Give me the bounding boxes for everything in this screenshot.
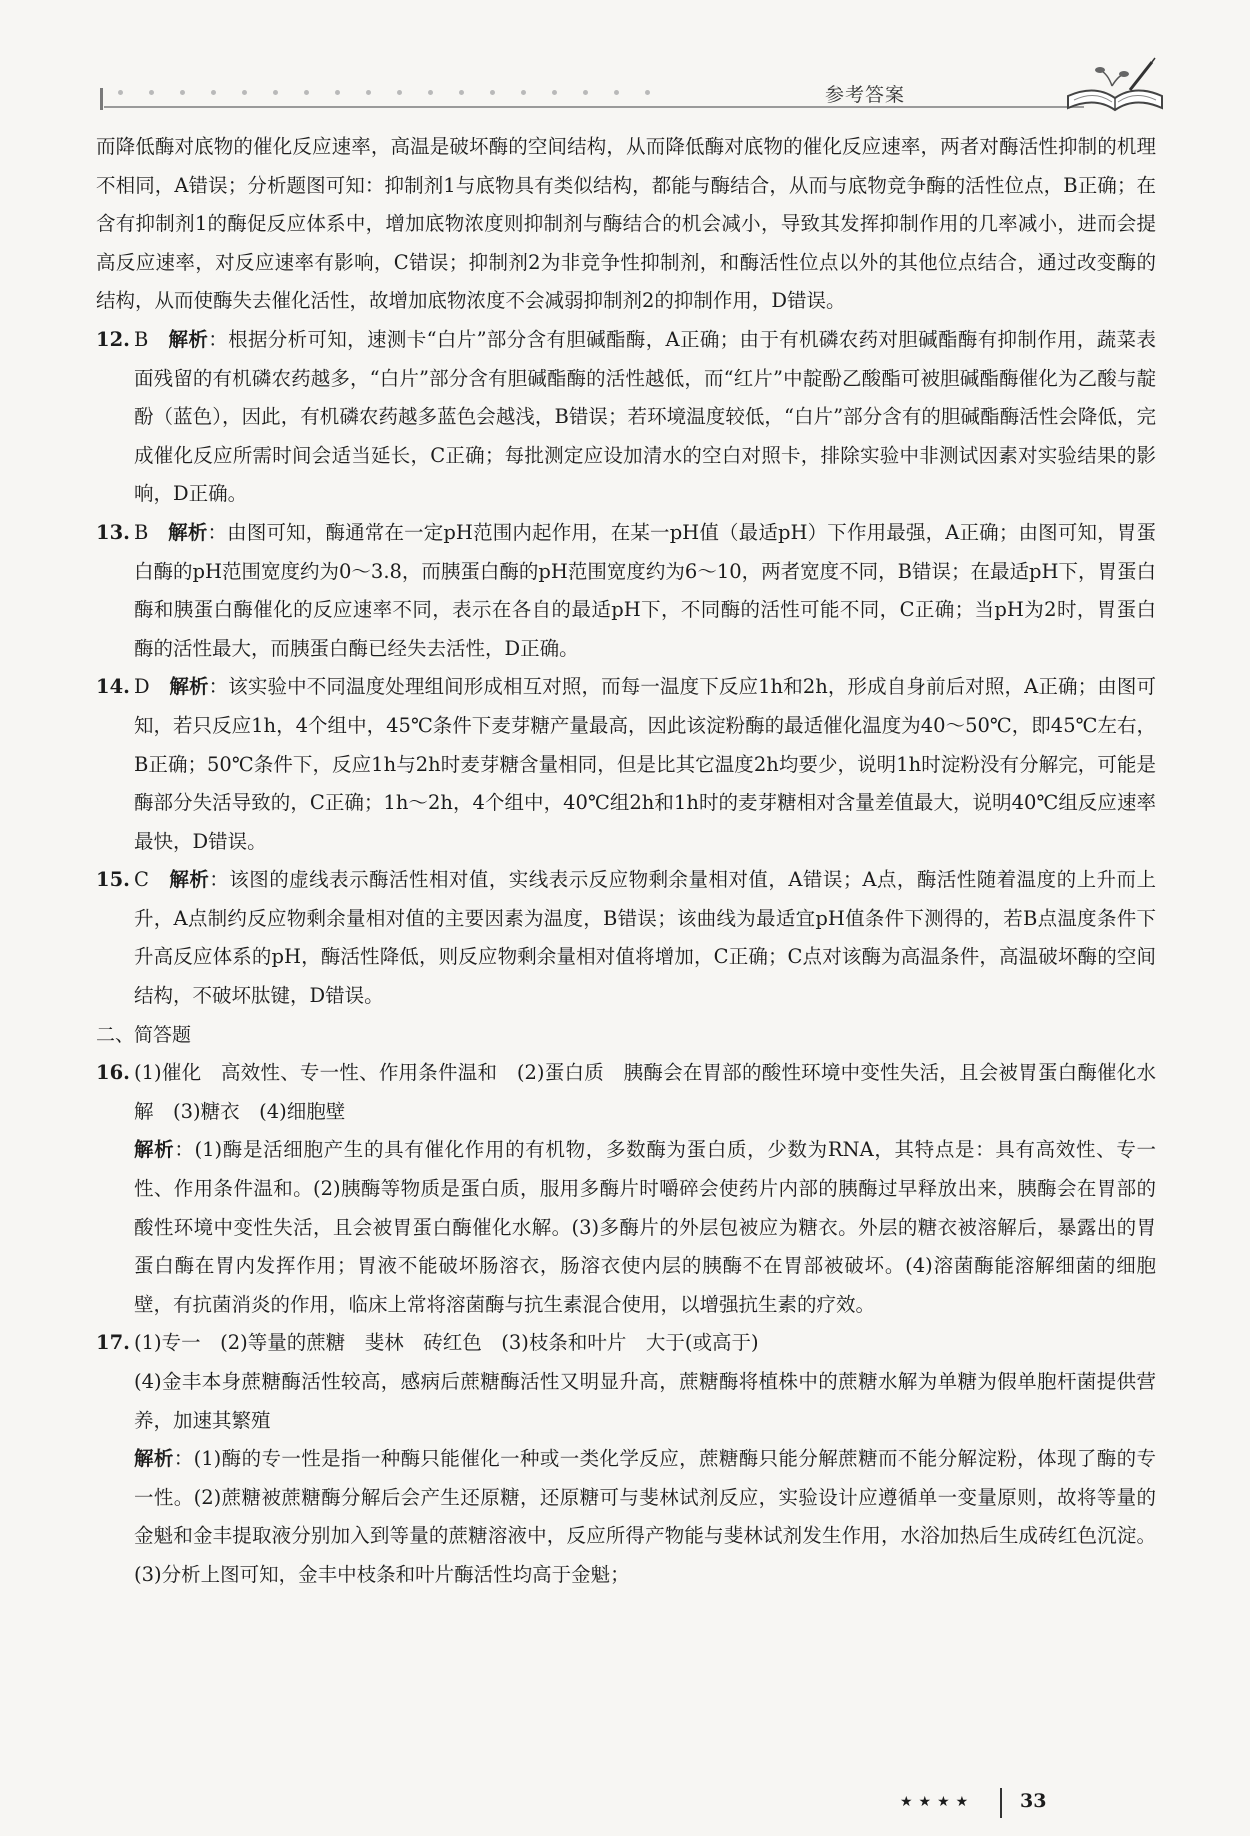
header-tick-mark [100,88,103,110]
header-dot-decoration [118,90,758,100]
difficulty-stars: ★★★★ [900,1794,975,1810]
question-15 [96,861,1156,1015]
analysis-text: ：根据分析可知，速测卡“白片”部分含有胆碱酯酶，A正确；由于有机磷农药对胆碱酯酶有抑制作用，蔬菜表面残留的有机磷农药越多，“白片”部分含有胆碱酯酶的活性越低，而“红片”中靛酚乙酸酯可被胆碱酯酶催化为乙酸与靛酚（蓝色），因此，有机磷农药越多蓝色会越浅，B错误；若环境温度较低，“白片”部分含有的胆碱酯酶活性会降低，完成催化反应所需时间会适当延长，C正确；每批测定应设加清水的空白对照卡，排除实验中非测试因素对实验结果的影响，D正确。 [134,327,1156,506]
question-number: 14. [96,675,130,699]
open-book-icon [1060,56,1170,118]
analysis-label: 解析 [134,1138,175,1162]
analysis-label: 解析 [168,520,208,544]
question-number: 15. [96,868,130,892]
analysis-text: ：该实验中不同温度处理组间形成相互对照，而每一温度下反应1h和2h，形成自身前后对照，A正确；由图可知，若只反应1h，4个组中，45℃条件下麦芽糖产量最高，因此该淀粉酶的最适催化温度为40～50℃，即45℃左右，B正确；50℃条件下，反应1h与2h时麦芽糖含量相同，但是比其它温度2h均要少，说明1h时淀粉没有分解完，可能是酶部分失活导致的，C正确；1h～2h，4个组中，40℃组2h和1h时的麦芽糖相对含量差值最大，说明40℃组反应速率最快，D错误。 [134,675,1156,853]
question-16 [96,1054,1156,1131]
analysis-label: 解析 [134,1447,174,1471]
question-12 [96,321,1156,514]
header-rule [104,106,1084,108]
question-number: 17. [96,1331,130,1355]
question-17-answer-4: (4)金丰本身蔗糖酶活性较高，感病后蔗糖酶活性又明显升高，蔗糖酶将植株中的蔗糖水解为单糖为假单胞杆菌提供营养，加速其繁殖 [134,1370,1156,1432]
question-answer: B [134,327,149,351]
analysis-label: 解析 [169,868,210,892]
question-13 [96,514,1156,668]
analysis-label: 解析 [168,327,209,351]
question-14 [96,668,1156,861]
analysis-label: 解析 [169,675,209,699]
question-answer: D [134,675,150,699]
analysis-text: ：(1)酶是活细胞产生的具有催化作用的有机物，多数酶为蛋白质，少数为RNA，其特点是：具有高效性、专一性、作用条件温和。(2)胰酶等物质是蛋白质，服用多酶片时嚼碎会使药片内部的胰酶过早释放出来，胰酶会在胃部的酸性环境中变性失活，且会被胃蛋白酶催化水解。(3)多酶片的外层包被应为糖衣。外层的糖衣被溶解后，暴露出的胃蛋白酶在胃内发挥作用；胃液不能破坏肠溶衣，肠溶衣使内层的胰酶不在胃部被破坏。(4)溶菌酶能溶解细菌的细胞壁，有抗菌消炎的作用，临床上常将溶菌酶与抗生素混合使用，以增强抗生素的疗效。 [134,1138,1156,1316]
answer-content [96,128,1156,1595]
question-answer: (1)催化 高效性、专一性、作用条件温和 (2)蛋白质 胰酶会在胃部的酸性环境中变性失活，且会被胃蛋白酶催化水解 (3)糖衣 (4)细胞壁 [134,1061,1156,1123]
question-answer: B [134,520,149,544]
header-title: 参考答案 [825,84,906,106]
page-number: 33 [1020,1790,1047,1812]
question-16-analysis [96,1131,1156,1324]
question-number: 13. [96,520,130,544]
analysis-text: ：由图可知，酶通常在一定pH范围内起作用，在某一pH值（最适pH）下作用最强，A正确；由图可知，胃蛋白酶的pH范围宽度约为0～3.8，而胰蛋白酶的pH范围宽度约为6～10，两者宽度不同，B错误；在最适pH下，胃蛋白酶和胰蛋白酶催化的反应速率不同，表示在各自的最适pH下，不同酶的活性可能不同，C正确；当pH为2时，胃蛋白酶的活性最大，而胰蛋白酶已经失去活性，D正确。 [134,520,1156,660]
question-answer: C [134,868,149,892]
analysis-text: ：(1)酶的专一性是指一种酶只能催化一种或一类化学反应，蔗糖酶只能分解蔗糖而不能分解淀粉，体现了酶的专一性。(2)蔗糖被蔗糖酶分解后会产生还原糖，还原糖可与斐林试剂反应，实验设计应遵循单一变量原则，故将等量的金魁和金丰提取液分别加入到等量的蔗糖溶液中，反应所得产物能与斐林试剂发生作用，水浴加热后生成砖红色沉淀。(3)分析上图可知，金丰中枝条和叶片酶活性均高于金魁； [134,1447,1156,1586]
question-number: 12. [96,327,130,351]
question-answer: (1)专一 (2)等量的蔗糖 斐林 砖红色 (3)枝条和叶片 大于(或高于) [134,1331,759,1355]
page-footer [900,1790,1160,1824]
question-17 [96,1324,1156,1363]
page-header [100,78,1140,122]
question-number: 16. [96,1061,130,1085]
analysis-text: ：该图的虚线表示酶活性相对值，实线表示反应物剩余量相对值，A错误；A点，酶活性随着温度的上升而上升，A点制约反应物剩余量相对值的主要因素为温度，B错误；该曲线为最适宜pH值条件下测得的，若B点温度条件下升高反应体系的pH，酶活性降低，则反应物剩余量相对值将增加，C正确；C点对该酶为高温条件，高温破坏酶的空间结构，不破坏肽键，D错误。 [134,868,1156,1008]
intro-paragraph: 而降低酶对底物的催化反应速率，高温是破坏酶的空间结构，从而降低酶对底物的催化反应速率，两者对酶活性抑制的机理不相同，A错误；分析题图可知：抑制剂1与底物具有类似结构，都能与酶结合，从而与底物竞争酶的活性位点，B正确；在含有抑制剂1的酶促反应体系中，增加底物浓度则抑制剂与酶结合的机会减小，导致其发挥抑制作用的几率减小，进而会提高反应速率，对反应速率有影响，C错误；抑制剂2为非竞争性抑制剂，和酶活性位点以外的其他位点结合，通过改变酶的结构，从而使酶失去催化活性，故增加底物浓度不会减弱抑制剂2的抑制作用，D错误。 [96,135,1156,313]
footer-divider [1000,1788,1002,1818]
section-title: 二、简答题 [96,1023,192,1046]
question-17-analysis [96,1440,1156,1594]
